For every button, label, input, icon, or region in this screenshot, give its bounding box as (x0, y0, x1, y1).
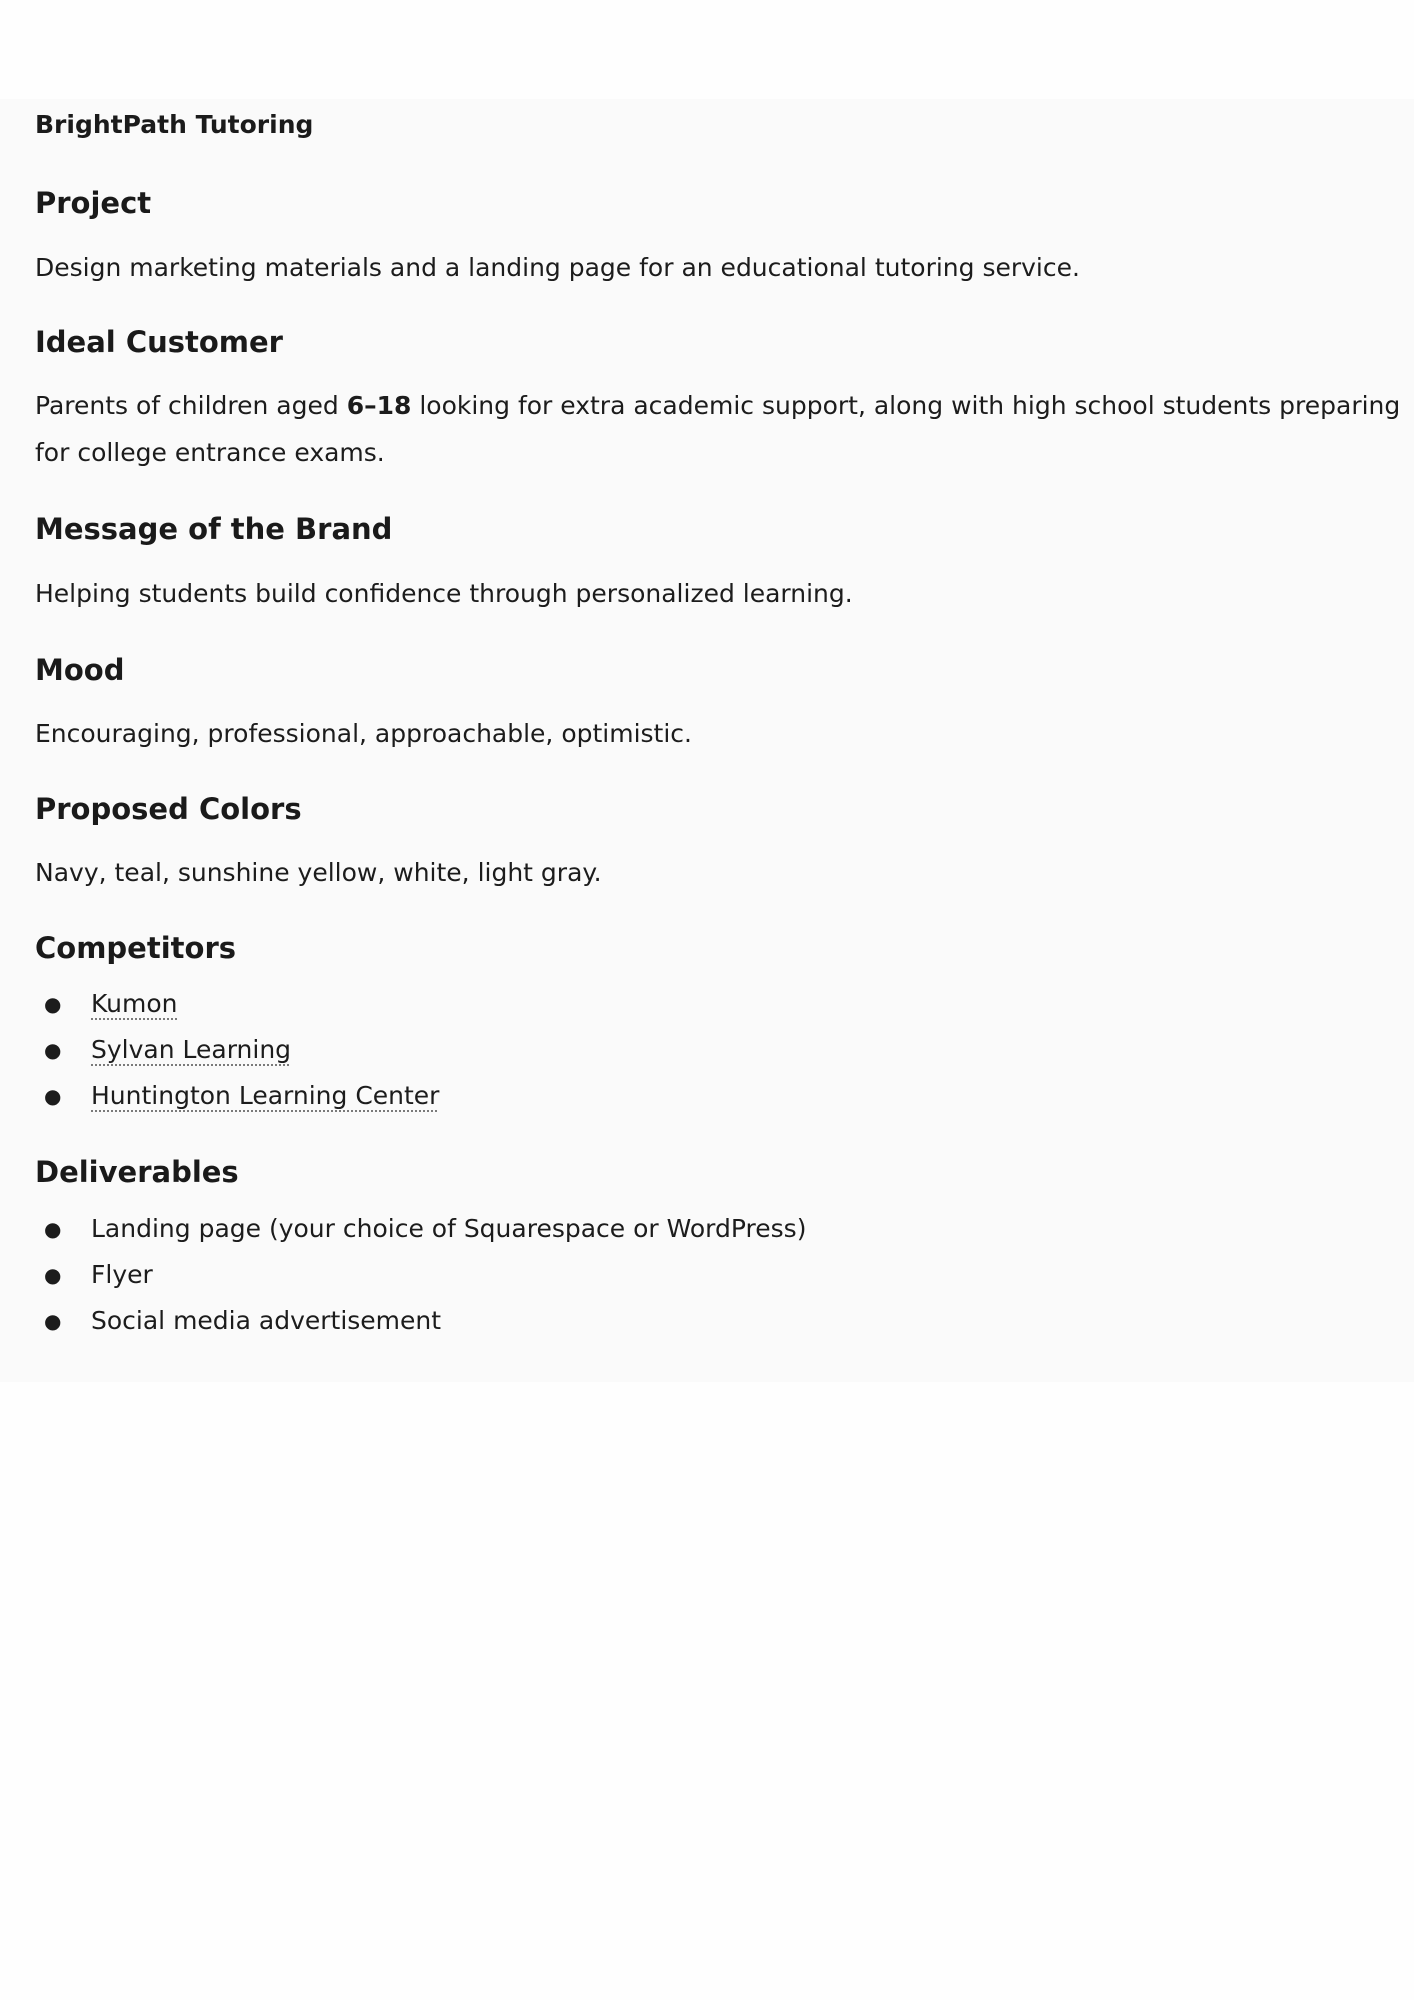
mood-text: Encouraging, professional, approachable, optimistic. (35, 719, 692, 748)
deliverables-heading: Deliverables (35, 1155, 239, 1189)
deliverable-item: Flyer (91, 1260, 153, 1289)
proposed-colors-text: Navy, teal, sunshine yellow, white, light gray. (35, 858, 602, 887)
competitor-link-huntington[interactable]: Huntington Learning Center (91, 1081, 440, 1110)
bullet-icon: ● (44, 1263, 62, 1287)
bullet-icon: ● (44, 992, 62, 1016)
deliverable-item: Social media advertisement (91, 1306, 442, 1335)
project-heading: Project (35, 186, 152, 220)
ideal-customer-text-line1: Parents of children aged 6–18 looking for extra academic support, along with high school students preparing (35, 391, 1401, 420)
ideal-customer-text-line2: for college entrance exams. (35, 438, 385, 467)
bullet-icon: ● (44, 1038, 62, 1062)
brand-message-text: Helping students build confidence through personalized learning. (35, 579, 853, 608)
ideal-customer-heading: Ideal Customer (35, 325, 283, 359)
proposed-colors-heading: Proposed Colors (35, 792, 302, 826)
bullet-icon: ● (44, 1217, 62, 1241)
competitor-link-sylvan[interactable]: Sylvan Learning (91, 1035, 292, 1064)
mood-heading: Mood (35, 653, 125, 687)
bullet-icon: ● (44, 1084, 62, 1108)
bullet-icon: ● (44, 1309, 62, 1333)
deliverable-item: Landing page (your choice of Squarespace or WordPress) (91, 1214, 807, 1243)
brand-name: BrightPath Tutoring (35, 110, 314, 139)
competitor-link-kumon[interactable]: Kumon (91, 989, 178, 1018)
brand-message-heading: Message of the Brand (35, 512, 393, 546)
project-text: Design marketing materials and a landing page for an educational tutoring service. (35, 253, 1080, 282)
competitors-heading: Competitors (35, 931, 237, 965)
